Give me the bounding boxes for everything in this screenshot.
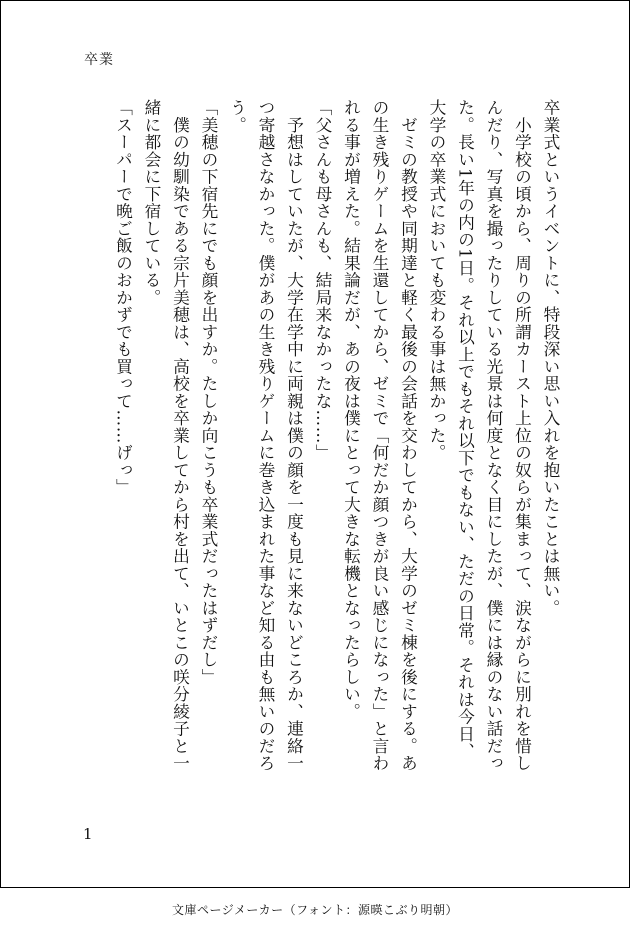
text-line: つ寄越さなかった。僕があの生き残りゲームに巻き込まれた事など知る由も無いのだろ bbox=[256, 99, 276, 772]
page-number: 1 bbox=[83, 825, 93, 843]
text-line: の生き残りゲームを生還してから、ゼミで「何だか顔つきが良い感じになった」と言わ bbox=[370, 99, 390, 772]
footer-credit: 文庫ページメーカー（フォント：源暎こぶり明朝） bbox=[171, 903, 459, 917]
text-line: んだり、写真を撮ったりしている光景は何度となく目にしたが、僕には縁のない話だっ bbox=[484, 99, 504, 772]
text-line: 緒に都会に下宿している。 bbox=[142, 99, 162, 306]
running-head: 卒業 bbox=[84, 52, 114, 68]
text-line: 「美穂の下宿先にでも顔を出すか。たしか向こうも卒業式だったはずだし」 bbox=[199, 99, 219, 686]
text-line: れる事が増えた。結果論だが、あの夜は僕にとって大きな転機となったらしい。 bbox=[341, 99, 362, 720]
text-line: 小学校の頃から、周りの所謂カースト上位の奴らが集まって、涙ながらに別れを惜し bbox=[512, 99, 533, 772]
vertical-body-text bbox=[75, 99, 565, 772]
text-line: 「父さんも母さんも、結局来なかったな……」 bbox=[313, 99, 333, 462]
text-line: た。長い1年の内の1日。それ以上でもそれ以下でもない、ただの日常。それは今日、 bbox=[455, 99, 476, 760]
text-line: 大学の卒業式においても変わる事は無かった。 bbox=[427, 99, 447, 462]
text-line: ゼミの教授や同期達と軽く最後の会話を交わしてから、大学のゼミ棟を後にする。あ bbox=[398, 99, 419, 772]
text-line: 予想はしていたが、大学在学中に両親は僕の顔を一度も見に来ないどころか、連絡一 bbox=[284, 99, 305, 772]
text-line: う。 bbox=[227, 99, 248, 134]
text-line: 僕の幼馴染である宗片美穂は、高校を卒業してから村を出て、いとこの咲分綾子と一 bbox=[170, 99, 191, 772]
text-line: 「スーパーで晩ご飯のおかずでも買って……げっ」 bbox=[113, 99, 134, 496]
text-line: 卒業式というイベントに、特段深い思い入れを抱いたことは無い。 bbox=[541, 99, 561, 617]
